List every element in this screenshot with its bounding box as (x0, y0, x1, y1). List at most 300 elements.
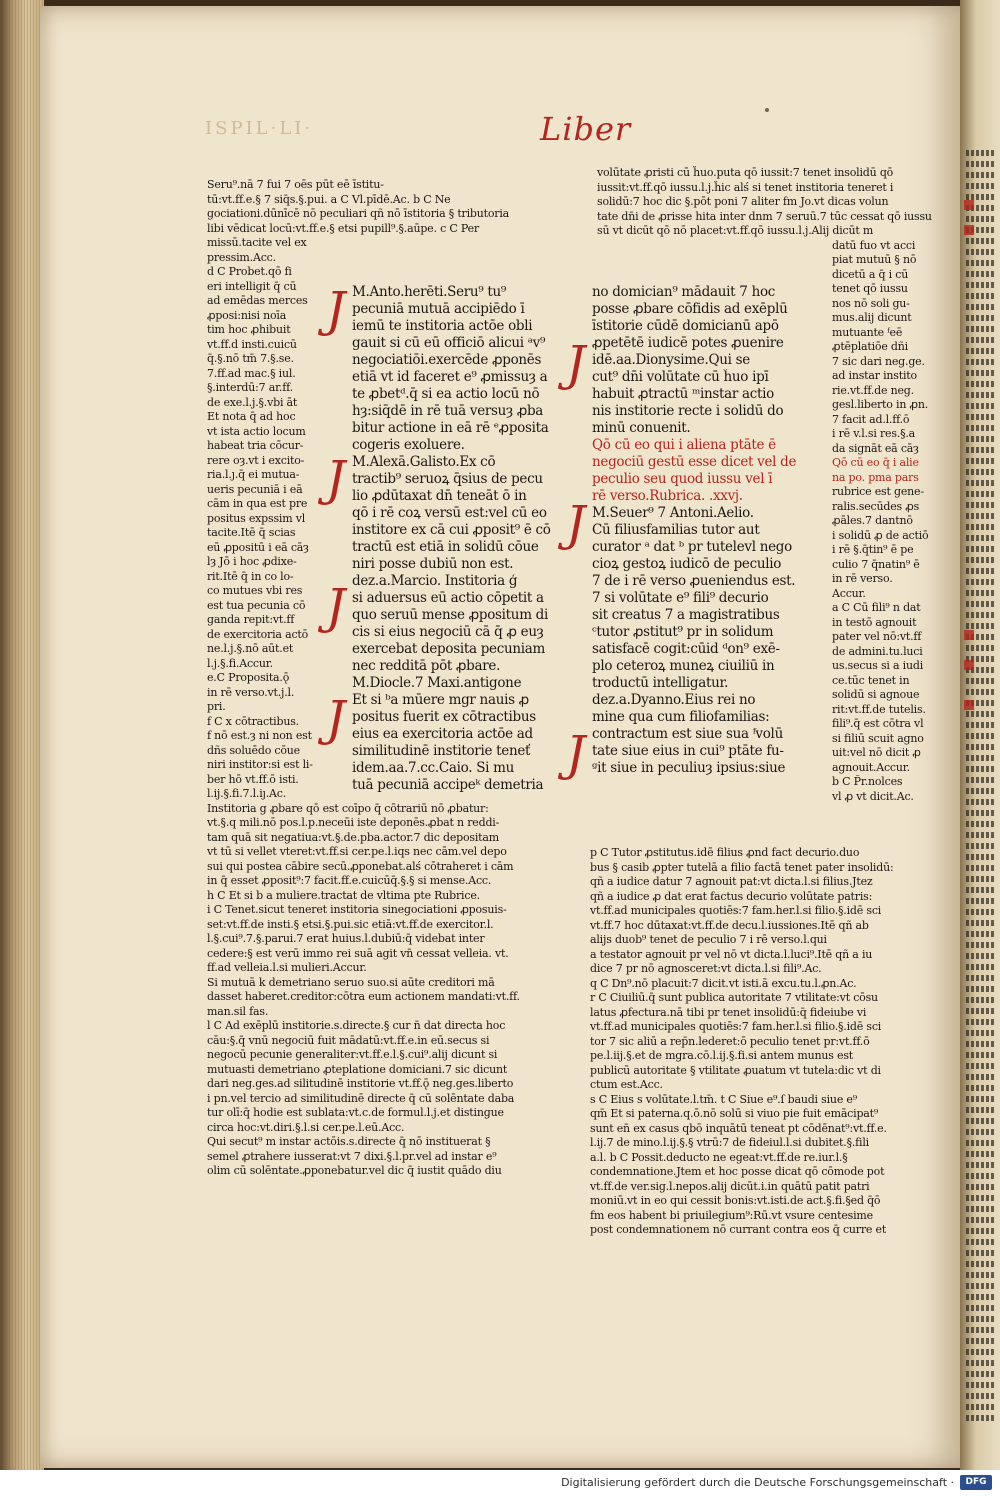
text-line: rubrice est gene- (832, 485, 924, 498)
text-line: l.j.§.fi.Accur. (207, 656, 273, 670)
text-line: tim hoc ꝓhibuit (207, 323, 291, 336)
gloss-right-column (597, 166, 942, 804)
text-line: pri. (207, 700, 226, 713)
next-page-text-edge (966, 832, 996, 838)
text-line: vt ista actio locum (207, 424, 306, 438)
text-line: ad emēdas merces (207, 294, 308, 307)
next-page-text-edge (966, 1250, 996, 1256)
text-line: ꝓpetētē iudicē potes ꝓuenire (592, 335, 784, 351)
text-line: idem.aa.7.cc.Caio. Si mu (352, 760, 515, 776)
text-line: mus.alij dicunt (832, 311, 912, 324)
next-page-text-edge (966, 876, 996, 882)
text-line: si aduersus eū actio cōpetit a (352, 590, 544, 606)
text-line: tate dn̄i de ꝓrisse hita inter dnm 7 seruū.7 tūc cessat qō iussu (597, 209, 932, 223)
text-line: troductū intelligatur. (592, 675, 729, 691)
next-page-text-edge (966, 238, 996, 244)
text-line: iussit:vt.ff.qō iussu.l.j.ĥic alś si tenet institoria teneret i (597, 180, 894, 194)
next-page-text-edge (966, 447, 996, 453)
text-line: olim cū solēntate.ꝓponebatur.vel dic q̄ iustit quādo diu (207, 1164, 502, 1177)
text-line: i rē v.l.si res.§.a (832, 427, 916, 440)
next-page-text-edge (966, 854, 996, 860)
text-line: Et si ᵇa mūere mgr nauis ꝓ (352, 692, 529, 708)
text-line: qō i rē coꝝ versū est:vel cū eo (352, 505, 547, 521)
text-line: eius ea exercitoria actōe ad (352, 726, 533, 742)
next-page-text-edge (966, 293, 996, 299)
text-line: 7 facit ad.l.ff.ō (832, 412, 910, 426)
text-line: Qō cū eo q̄ i alie (832, 456, 919, 469)
next-page-text-edge (966, 480, 996, 486)
next-page-text-edge (966, 1294, 996, 1300)
next-page-text-edge (966, 161, 996, 167)
next-page-text-edge (966, 1008, 996, 1014)
next-page-text-edge (966, 271, 996, 277)
next-page-text-edge (966, 1206, 996, 1212)
next-page-rubric-mark (964, 660, 974, 670)
text-line: l.ij.7 de mino.l.ij.§.§ vtrū:7 de fideiul.l.si dubitet.§.fili (590, 1136, 869, 1149)
text-line: dice 7 pr nō agnosceret:vt dicta.l.si fili⁹.Ac. (590, 962, 822, 975)
next-page-text-edge (966, 260, 996, 266)
next-page-text-edge (966, 579, 996, 585)
next-page-edge (960, 0, 1000, 1470)
text-line: rit.Itē q̄ in co lo- (207, 569, 294, 583)
text-line: nis institorie recte i solidū do (592, 403, 784, 419)
text-line: ctum est.Acc. (590, 1078, 663, 1091)
next-page-text-edge (966, 337, 996, 343)
next-page-text-edge (966, 590, 996, 596)
next-page-text-edge (966, 458, 996, 464)
next-page-text-edge (966, 546, 996, 552)
next-page-text-edge (966, 535, 996, 541)
next-page-text-edge (966, 1096, 996, 1102)
text-line: ueris pecuniā i eā (207, 482, 303, 496)
next-page-text-edge (966, 612, 996, 618)
next-page-text-edge (966, 1085, 996, 1091)
text-line: uit:vel nō dicit ꝓ (832, 746, 921, 759)
text-line: circa hoc:vt.diri.§.l.si cer.pe.l.eū.Acc. (207, 1120, 405, 1134)
red-initial-letter: J (566, 336, 586, 392)
next-page-text-edge (966, 326, 996, 332)
text-line: publicū autoritate § vtilitate ꝓuatum vt tutela:dic vt di (590, 1063, 881, 1077)
next-page-text-edge (966, 1239, 996, 1245)
text-line: vt.ff.ad municipales quotiēs:7 fam.her.l.si filio.§.idē sci (590, 1020, 882, 1033)
next-page-rubric-mark (964, 700, 974, 710)
next-page-text-edge (966, 249, 996, 255)
next-page-text-edge (966, 810, 996, 816)
text-line: in testō agnouit (832, 615, 917, 629)
ink-dot (765, 108, 769, 112)
text-line: de exercitoria actō (207, 627, 309, 641)
next-page-rubric-mark (964, 225, 974, 235)
next-page-text-edge (966, 843, 996, 849)
text-line: etiā vt id faceret e⁹ ꝓmissuȝ a (352, 369, 548, 385)
text-line: M.Seuer⁹ 7 Antoni.Aelio. (592, 505, 754, 521)
text-line: dez.a.Marcio. Institoria ģ (352, 573, 518, 589)
next-page-text-edge (966, 1107, 996, 1113)
next-page-text-edge (966, 1118, 996, 1124)
text-line: bus § casib ꝓpter tutelā a filio factā tenet pater insolidū: (590, 860, 894, 874)
next-page-text-edge (966, 1129, 996, 1135)
next-page-text-edge (966, 986, 996, 992)
text-line: tam quā sit negatiua:vt.§.de.pba.actor.7 dic depositam (207, 830, 499, 844)
text-line: cut⁹ dn̄i volūtate cū ĥuo ipī (592, 369, 769, 385)
next-page-text-edge (966, 1283, 996, 1289)
text-line: na po. pma pars (832, 470, 919, 484)
text-line: iemū te institoria actōe obli (352, 318, 533, 334)
text-line: Et nota q̄ ad hoc (207, 410, 296, 423)
text-line: in rē verso. (832, 572, 893, 585)
text-line: Institoria g ꝓbare qō est coīpo q̄ cōtrariū nō ꝓbatur: (207, 801, 489, 815)
next-page-text-edge (966, 942, 996, 948)
text-line: ralis.secūdes ꝓs (832, 499, 920, 513)
text-line: cedere:§ est verū immo rei suā agit vn̄ cessat velleia. vt. (207, 946, 509, 960)
text-line: l C Ad exēplū institorie.s.directe.§ cur n̄ dat directa hoc (207, 1019, 506, 1032)
text-line: si filiū scuit agno (832, 731, 924, 745)
next-page-text-edge (966, 150, 996, 156)
text-line: 7 si volūtate e⁹ fili⁹ decurio (592, 590, 769, 606)
text-line: solidū si agnoue (832, 688, 920, 701)
next-page-text-edge (966, 1272, 996, 1278)
text-line: sit creatus 7 a magistratibus (592, 607, 780, 623)
text-line: M.Diocle.7 Maxi.antigone (352, 675, 522, 691)
text-line: M.Alexā.Galisto.Ex cō (352, 454, 496, 470)
text-line: mutuante ᶠeē (832, 325, 903, 339)
text-line: rē verso.Rubrica. .xxvj. (592, 488, 743, 504)
text-line: b C P̄r.nolces (832, 775, 903, 788)
text-line: negociatiōi.exercēde ꝓponēs (352, 352, 542, 368)
text-line: culio 7 q̄natin⁹ ē (832, 557, 920, 571)
next-page-text-edge (966, 678, 996, 684)
text-line: similitudinē institorie teneť (352, 743, 531, 759)
text-line: dez.a.Dyanno.Eius rei no (592, 692, 756, 708)
red-initial-letter: J (326, 451, 346, 507)
text-line: nec redditā pōt ꝓbare. (352, 658, 501, 674)
text-line: quo seruū mense ꝓpositum di (352, 607, 549, 623)
text-line: minū conuenit. (592, 420, 691, 436)
next-page-text-edge (966, 711, 996, 717)
text-line: mutuasti demetriano ꝓteplatione domiciani.7 sic dicunt (207, 1062, 508, 1076)
text-line: ganda repit:vt.ff (207, 613, 295, 626)
text-line: vt.ff.ad municipales quotiēs:7 fam.her.l.si filio.§.idē sci (590, 904, 882, 917)
text-line: Qō cū eo qui i aliena ptāte ē (592, 437, 776, 453)
text-line: f C x cōtractibus. (207, 714, 299, 728)
text-line: h C Et si b a muliere.tractat de vltima pte Rubrice. (207, 888, 480, 902)
text-line: r C Ciuiliū.q̄ sunt publica autoritate 7 vtilitate:vt cōsu (590, 991, 878, 1004)
next-page-text-edge (966, 1041, 996, 1047)
text-line: plo ceteroꝝ muneꝝ ciuiliū in (592, 658, 775, 674)
next-page-text-edge (966, 865, 996, 871)
text-line: exercebat deposita pecuniam (352, 641, 546, 657)
next-page-text-edge (966, 183, 996, 189)
text-line: tor 7 sic aliū a rep̄n.lederet:ō peculio tenet pr:vt.ff.ō (590, 1034, 870, 1048)
next-page-text-edge (966, 722, 996, 728)
next-page-text-edge (966, 1151, 996, 1157)
next-page-text-edge (966, 1052, 996, 1058)
red-initial-letter: J (566, 496, 586, 552)
next-page-text-edge (966, 964, 996, 970)
text-line: cioꝝ gestoꝝ iudicō de peculio (592, 556, 782, 572)
text-line: qm̄ Et si paterna.q.ō.nō solū si viuo pie fuit emācipat⁹ (590, 1107, 879, 1120)
next-page-text-edge (966, 216, 996, 222)
text-line: alijs duob⁹ tenet de peculio 7 i rē verso.l.qui (590, 933, 827, 946)
next-page-text-edge (966, 172, 996, 178)
text-line: l.ij.§.fi.7.l.iȷ.Ac. (207, 787, 287, 800)
text-line: a.l. b C Possit.deducto ne egeat:vt.ff.de re.iur.l.§ (590, 1150, 848, 1164)
text-line: īstitorie cūdē domicianū apō (592, 318, 779, 334)
text-line: in rē verso.vt.j.l. (207, 685, 295, 699)
text-line: i rē §.q̄tin⁹ ē pe (832, 543, 914, 556)
text-line: Si mutuā k demetriano seruo suo.si aūte creditori mā (207, 975, 495, 989)
text-line: pater vel nō:vt.ff (832, 630, 922, 643)
next-page-text-edge (966, 1261, 996, 1267)
text-line: i C Tenet.sicut teneret institoria sinegociationi ꝓposuis- (207, 903, 507, 916)
next-page-text-edge (966, 931, 996, 937)
next-page-text-edge (966, 766, 996, 772)
text-line: set:vt.ff.de insti.§ etsi.§.pui.sic etiā:vt.ff.de exercitor.l. (207, 917, 494, 931)
next-page-text-edge (966, 1327, 996, 1333)
text-line: sū vt dicūt qō nō placet:vt.ff.qō iussu.l.j.Alij dicūt m (597, 224, 874, 237)
next-page-text-edge (966, 315, 996, 321)
text-line: habeat tria cōcur- (207, 439, 304, 452)
text-line: moniū.vt in eo qui cessit bonis:vt.isti.de act.§.fi.§ed q̄ō (590, 1194, 881, 1207)
text-line: cis si eius negociū cā q̄ ꝓ euȝ (352, 624, 544, 640)
gloss-right-bottom (590, 846, 940, 1238)
text-line: latus ꝓfectura.nā tibi pr tenet insolidū:q̄ fideiube vi (590, 1005, 867, 1019)
next-page-text-edge (966, 403, 996, 409)
text-line: tate siue eius in cui⁹ ptāte fu- (592, 743, 784, 759)
next-page-text-edge (966, 1360, 996, 1366)
next-page-text-edge (966, 1184, 996, 1190)
next-page-text-edge (966, 1140, 996, 1146)
text-line: vt.ff.d insti.cuicū (207, 337, 297, 351)
text-line: dicetū a q̄ i cū (832, 267, 909, 281)
text-line: co mutues vbi res (207, 584, 303, 597)
text-line: agnouit.Accur. (832, 760, 910, 774)
text-line: de admini.tu.luci (832, 644, 923, 658)
text-line: libi vēdicat locū:vt.ff.e.§ etsi pupill⁹.§.aūpe. c C Per (207, 221, 479, 235)
text-line: negociū gestū esse dicet vel de (592, 454, 797, 470)
text-line: 7 sic dari neg.ge. (832, 354, 925, 368)
next-page-text-edge (966, 436, 996, 442)
next-page-text-edge (966, 953, 996, 959)
text-line: vt.§.q mili.nō pos.l.p.neceūi iste deponēs.ꝓbat n reddi- (207, 816, 500, 829)
text-line: tenet qō iussu (832, 282, 908, 295)
text-line: eri intelligit q̄ cū (207, 279, 297, 293)
next-page-text-edge (966, 304, 996, 310)
text-line: ꝓāles.7 dantnō (832, 514, 913, 527)
text-line: eū ꝓpositū i eā cāȝ (207, 540, 309, 554)
text-line: tur olī:q̄ hodie est sublata:vt.c.de formul.l.j.et distingue (207, 1106, 504, 1119)
text-line: semel ꝓtrahere iusserat:vt 7 dixi.§.l.pr.vel ad instar e⁹ (207, 1149, 497, 1163)
text-line: vt.ff.de ver.sig.l.nepos.alij dicūt.i.in quātū patit patri (590, 1179, 870, 1193)
text-line: habuit ꝓtractū ᵐinstar actio (592, 386, 774, 402)
text-line: Accur. (832, 586, 866, 600)
text-line: tuā pecuniā accipeᵏ demetria (352, 777, 544, 793)
next-page-text-edge (966, 491, 996, 497)
text-line: 7.ff.ad mac.§ iul. (207, 366, 296, 380)
next-page-text-edge (966, 425, 996, 431)
text-line: s C Eius s volūtate.l.tm̄. t C Siue e⁹.ſ baudi siue e⁹ (590, 1092, 857, 1106)
text-line: ᵍit siue in peculiuȝ ipsius:siue (592, 760, 786, 776)
text-line: datū fuo vt acci (832, 238, 916, 252)
text-line: est tua pecunia cō (207, 598, 306, 612)
next-page-text-edge (966, 1305, 996, 1311)
next-page-text-edge (966, 975, 996, 981)
next-page-text-edge (966, 1173, 996, 1179)
text-line: ber hō vt.ff.ō isti. (207, 772, 299, 786)
text-line: ff.ad velleia.l.si mulieri.Accur. (207, 961, 367, 974)
text-line: bitur actione in eā rē ᵉꝓposita (352, 420, 549, 436)
text-line: us.secus si a iudi (832, 659, 924, 672)
next-page-text-edge (966, 623, 996, 629)
main-text-left-column (352, 284, 572, 794)
next-page-text-edge (966, 997, 996, 1003)
text-line: man.sil fas. (207, 1004, 269, 1018)
text-line: positus expssim vl (207, 511, 306, 525)
text-line: solidū:7 hoc dic §.pōt poni 7 aliter fm Jo.vt dicas volun (597, 195, 889, 208)
show-through-heading: ISPIL·LI· (205, 118, 314, 139)
red-initial-letter: J (326, 282, 346, 338)
text-line: dari neg.ges.ad silitudinē institorie vt.ff.ǭ neg.ges.liberto (207, 1077, 514, 1090)
text-line: niri posse dubiū non est. (352, 556, 514, 572)
text-line: ne.l.j.§.nō aūt.et (207, 642, 294, 655)
next-page-text-edge (966, 557, 996, 563)
next-page-text-edge (966, 1316, 996, 1322)
next-page-text-edge (966, 1063, 996, 1069)
text-line: in q̄ esset ꝓposit⁹:7 facit.ff.e.cuicūq̄.§.§ si mense.Acc. (207, 874, 492, 887)
next-page-text-edge (966, 799, 996, 805)
text-line: tractū est etiā in solidū cōue (352, 539, 539, 555)
next-page-text-edge (966, 1415, 996, 1421)
next-page-text-edge (966, 359, 996, 365)
text-line: d C Probet.qō fi (207, 265, 292, 278)
next-page-text-edge (966, 755, 996, 761)
next-page-text-edge (966, 601, 996, 607)
next-page-text-edge (966, 645, 996, 651)
funding-credit: Digitalisierung gefördert durch die Deutsche Forschungsgemeinschaft · (561, 1476, 954, 1489)
text-line: pe.l.iij.§.et de mgra.cō.l.ij.§.fi.si antem munus est (590, 1049, 854, 1062)
next-page-text-edge (966, 1228, 996, 1234)
next-page-rubric-mark (964, 200, 974, 210)
text-line: a C Cū fili⁹ n dat (832, 601, 921, 614)
text-line: cogeris exoluere. (352, 437, 465, 453)
next-page-text-edge (966, 568, 996, 574)
text-line: qñ a iudice datur 7 agnouit pat:vt dicta.l.si filius.Jtez (590, 875, 873, 888)
text-line: da signāt eā cāȝ (832, 441, 919, 455)
next-page-text-edge (966, 887, 996, 893)
text-line: fm eos habent bi priuilegium⁹:Rū.vt vsure centesime (590, 1208, 873, 1222)
text-line: idē.aa.Dionysime.Qui se (592, 352, 750, 368)
text-line: nos nō soli gu- (832, 296, 910, 310)
text-line: tractib⁹ seruoꝝ q̄sius de pecu (352, 471, 543, 487)
next-page-text-edge (966, 1371, 996, 1377)
text-line: vl ꝓ vt dicit.Ac. (832, 789, 914, 803)
next-page-text-edge (966, 1338, 996, 1344)
text-line: Cū filiusfamilias tutor aut (592, 522, 760, 538)
next-page-text-edge (966, 348, 996, 354)
red-initial-letter: J (566, 726, 586, 782)
text-line: tū:vt.ff.e.§ 7 siq̄s.§.pui. a C Vl.pīdē.Ac. b C Ne (207, 192, 451, 206)
text-line: satisfacē cogit:cūid ᵈon⁹ exē- (592, 641, 780, 657)
text-line: §.interdū:7 ar.ff. (207, 381, 293, 394)
text-line: no domician⁹ mādauit 7 hoc (592, 284, 776, 300)
text-line: i pn.vel tercio ad similitudinē directe q̄ cū solēntate daba (207, 1091, 515, 1105)
next-page-text-edge (966, 1393, 996, 1399)
text-line: rie.vt.ff.de neg. (832, 383, 914, 397)
red-initial-letter: J (326, 579, 346, 635)
text-line: curator ᵃ dat ᵇ pr tutelevl nego (592, 539, 792, 555)
next-page-text-edge (966, 513, 996, 519)
text-line: gesl.liberto in ꝓn. (832, 398, 928, 411)
text-line: cāu:§.q̄ vnū negociū fuit mādatū:vt.ff.e.in eū.secus si (207, 1033, 490, 1047)
next-page-text-edge (966, 1217, 996, 1223)
next-page-text-edge (966, 821, 996, 827)
next-page-text-edge (966, 1349, 996, 1355)
text-line: post condemnationem nō currant contra eos q̄ curre et (590, 1223, 887, 1236)
text-line: sunt en̄ ex casus qbō inquātū teneat pt cōdēnat⁹:vt.ff.e. (590, 1121, 887, 1135)
text-line: tacite.Itē q̄ scias (207, 526, 296, 539)
text-line: a testator agnouit pr vel nō vt dicta.l.luci⁹.Itē qñ a iu (590, 947, 873, 961)
next-page-text-edge (966, 898, 996, 904)
next-page-rubric-mark (964, 630, 974, 640)
next-page-text-edge (966, 381, 996, 387)
text-line: vt tū si vellet vteret:vt.ff.si cer.pe.l.iqs nec cām.vel depo (207, 845, 507, 858)
text-line: de exe.l.j.§.vbi āt (207, 395, 298, 409)
text-line: condemnatione.Jtem et hoc posse dicat qō cōmode pot (590, 1165, 885, 1178)
text-line: dñs soluēdo cōue (207, 743, 300, 757)
text-line: te ꝓbetᵈ.q̄ si ea actio locū nō (352, 386, 540, 402)
text-line: M.Anto.herēti.Seru⁹ tu⁹ (352, 284, 507, 300)
next-page-text-edge (966, 744, 996, 750)
text-line: negocū pecunie generaliter:vt.ff.e.l.§.cui⁹.alij dicunt si (207, 1048, 498, 1061)
text-line: institore ex cā cui ꝓposit⁹ ē cō (352, 522, 551, 538)
text-line: ad instar instito (832, 369, 917, 382)
text-line: q C Dn⁹.nō placuit:7 dicit.vt isti.ā excu.tu.l.ꝓn.Ac. (590, 976, 857, 990)
text-line: pressim.Acc. (207, 250, 276, 264)
text-line: e.C Proposita.ǭ (207, 671, 290, 684)
text-line: rere oȝ.vt i excito- (207, 453, 305, 467)
text-line: missū.tacite vel ex (207, 236, 307, 249)
next-page-text-edge (966, 733, 996, 739)
next-page-text-edge (966, 920, 996, 926)
text-line: rit:vt.ff.de tutelis. (832, 702, 926, 716)
text-line: sui qui postea cābire secū.ꝓponebat.alś cōtraheret i cām (207, 859, 514, 873)
text-line: p C Tutor ꝓstitutus.idē filius ꝓnd fact decurio.duo (590, 846, 860, 859)
text-line: Qui secut⁹ m instar actōis.s.directe q̄ nō instituerat § (207, 1135, 491, 1148)
next-page-text-edge (966, 1404, 996, 1410)
text-line: posse ꝓbare cōfidis ad exēplū (592, 301, 788, 317)
next-page-text-edge (966, 1382, 996, 1388)
digitization-footer (0, 1470, 1000, 1496)
next-page-text-edge (966, 788, 996, 794)
next-page-text-edge (966, 1195, 996, 1201)
text-line: ria.l.ȷ.q̄ ei mutua- (207, 468, 300, 481)
text-line: pecuniā mutuā accipiēdo ī (352, 301, 525, 317)
next-page-text-edge (966, 777, 996, 783)
text-line: mine qua cum filiofamilias: (592, 709, 770, 725)
text-line: vt.ff.7 hoc dūtaxat:vt.ff.de decu.l.iussiones.Itē qñ ab (590, 918, 869, 932)
text-line: ꝓtēplatiōe dñi (832, 340, 908, 353)
text-line: gauit si cū eū officiō alicui ᵃv⁹ (352, 335, 546, 351)
text-line: peculio seu quod iussu vel ī (592, 471, 773, 487)
text-line: 7 de i rē verso ꝓueniendus est. (592, 573, 796, 589)
next-page-text-edge (966, 524, 996, 530)
next-page-text-edge (966, 414, 996, 420)
text-line: ꝓposi:nisi noīa (207, 308, 287, 322)
next-page-text-edge (966, 469, 996, 475)
text-line: piat mutuū § nō (832, 253, 917, 266)
text-line: i solidū ꝓ de actiō (832, 528, 929, 542)
next-page-text-edge (966, 392, 996, 398)
